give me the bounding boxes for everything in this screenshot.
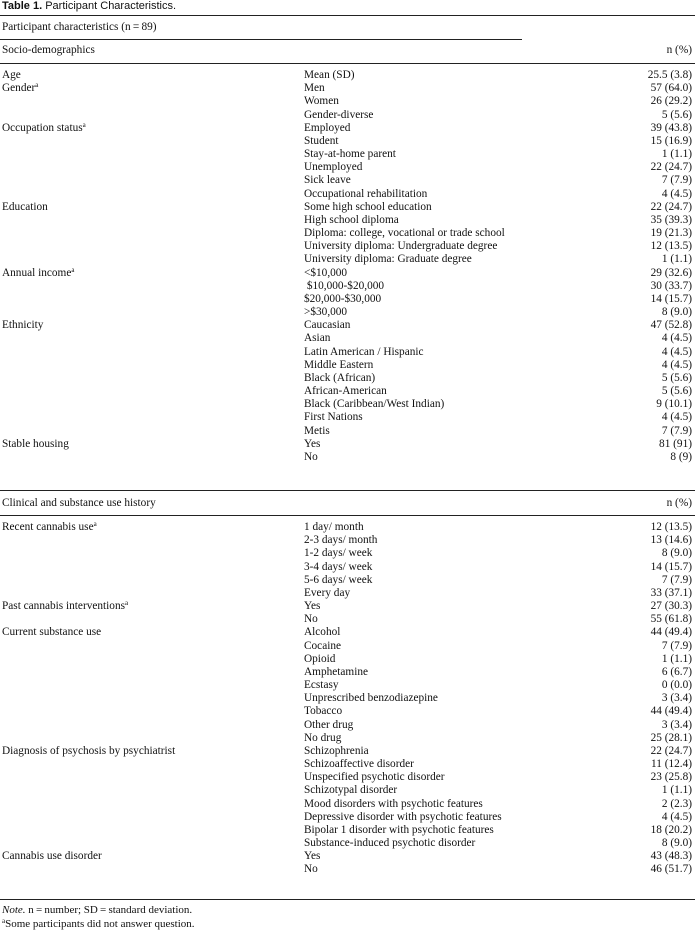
row-category: 5-6 days/ week (304, 573, 373, 586)
row-value: 15 (16.9) (650, 134, 692, 147)
row-value: 47 (52.8) (650, 319, 692, 332)
table-row (0, 534, 693, 547)
row-value: 7 (7.9) (661, 424, 692, 437)
table-caption (2, 0, 176, 12)
table-row (0, 666, 693, 679)
table-row (0, 411, 693, 424)
table-row (0, 161, 693, 174)
row-value: 46 (51.7) (650, 863, 692, 876)
table-row (0, 267, 693, 280)
row-value: 22 (24.7) (650, 200, 692, 213)
table-row (0, 398, 693, 411)
row-value: 33 (37.1) (650, 586, 692, 599)
row-category: Some high school education (304, 200, 432, 213)
row-value: 3 (3.4) (661, 692, 692, 705)
row-category: <$10,000 (304, 266, 348, 279)
table-row (0, 451, 693, 464)
row-category: Black (Caribbean/West Indian) (304, 398, 445, 411)
row-value: 4 (4.5) (661, 332, 692, 345)
top-rule (0, 15, 695, 16)
table-row (0, 613, 693, 626)
column-header: n (%) (666, 44, 692, 56)
row-category: Schizoaffective disorder (304, 758, 414, 771)
table-row (0, 253, 693, 266)
table-row (0, 438, 693, 451)
section-header-row (0, 44, 693, 57)
row-category: Employed (304, 121, 351, 134)
table-row (0, 719, 693, 732)
footnote-marker: a (125, 599, 129, 607)
table-row (0, 600, 693, 613)
table-row (0, 95, 693, 108)
table-footnote (2, 918, 195, 930)
bottom-rule (0, 899, 695, 900)
row-category: No drug (304, 731, 342, 744)
row-category: African-American (304, 385, 387, 398)
participant-header: Participant characteristics (n = 89) (2, 21, 157, 33)
row-category: Amphetamine (304, 665, 368, 678)
row-value: 57 (64.0) (650, 82, 692, 95)
row-value: 35 (39.3) (650, 213, 692, 226)
table-row (0, 758, 693, 771)
table-row (0, 824, 693, 837)
row-category: Metis (304, 424, 330, 437)
row-category: No (304, 450, 318, 463)
footnote-marker: a (2, 917, 6, 925)
table-row (0, 306, 693, 319)
row-value: 39 (43.8) (650, 121, 692, 134)
row-category: Every day (304, 586, 351, 599)
row-category: Women (304, 95, 339, 108)
row-value: 4 (4.5) (661, 358, 692, 371)
row-category: Sick leave (304, 174, 351, 187)
row-category: $20,000-$30,000 (304, 292, 382, 305)
row-category: 1-2 days/ week (304, 547, 373, 560)
footnote-marker: a (35, 81, 39, 90)
row-category: Ecstasy (304, 679, 339, 691)
row-value: 4 (4.5) (661, 345, 692, 358)
table-row (0, 574, 693, 587)
table-row (0, 732, 693, 745)
row-value: 14 (15.7) (650, 292, 692, 305)
row-value: 1 (1.1) (661, 253, 692, 266)
table-row (0, 227, 693, 240)
table-row (0, 135, 693, 148)
row-category: Asian (304, 332, 331, 345)
table-row (0, 174, 693, 187)
table-row (0, 188, 693, 201)
table-row (0, 346, 693, 359)
row-group-label: Ethnicity (2, 319, 44, 332)
table-row (0, 293, 693, 306)
column-header: n (%) (666, 497, 692, 509)
row-value: 5 (5.6) (661, 385, 692, 398)
table-row (0, 109, 693, 122)
row-category: Student (304, 134, 339, 147)
table-row (0, 587, 693, 600)
table-row (0, 811, 693, 824)
row-category: University diploma: Undergraduate degree (304, 240, 498, 253)
row-value: 8 (9.0) (661, 306, 692, 319)
row-value: 25 (28.1) (650, 731, 692, 744)
row-group-label: Cannabis use disorder (2, 850, 102, 863)
row-category: Bipolar 1 disorder with psychotic features (304, 823, 494, 836)
row-group-label: Age (2, 69, 21, 81)
table-row (0, 148, 693, 161)
row-value: 23 (25.8) (650, 771, 692, 784)
row-category: No (304, 863, 318, 876)
table-row (0, 69, 693, 82)
row-category: Stay-at-home parent (304, 148, 396, 160)
row-value: 27 (30.3) (650, 600, 692, 612)
row-category: >$30,000 (304, 306, 348, 319)
row-value: 7 (7.9) (661, 573, 692, 586)
row-value: 8 (9.0) (661, 837, 692, 850)
row-group-label: Recent cannabis use$^a$ (2, 520, 97, 533)
table-row (0, 561, 693, 574)
row-value: 30 (33.7) (650, 279, 692, 292)
row-value: 0 (0.0) (661, 679, 692, 691)
table-row (0, 705, 693, 718)
row-category: Schizotypal disorder (304, 784, 398, 797)
row-value: 13 (14.6) (650, 534, 692, 547)
table-row (0, 201, 693, 214)
row-value: 11 (12.4) (651, 758, 692, 771)
row-value: 55 (61.8) (650, 613, 692, 626)
row-category: Tobacco (304, 705, 343, 718)
table-row (0, 745, 693, 758)
row-value: 29 (32.6) (650, 266, 692, 279)
row-value: 7 (7.9) (661, 639, 692, 652)
footnote-marker: a (93, 520, 97, 528)
row-value: 44 (49.4) (650, 705, 692, 718)
header-partial-rule (0, 39, 522, 40)
row-value: 19 (21.3) (650, 227, 692, 239)
row-category: Yes (304, 437, 321, 450)
row-group-label: Annual income$^a$ (2, 265, 75, 279)
table-row (0, 319, 693, 332)
table-row (0, 521, 693, 534)
row-value: 1 (1.1) (661, 652, 692, 665)
table-title: Participant Characteristics. (45, 0, 177, 12)
footnote-text: Some participants did not answer question. (5, 918, 195, 930)
row-value: 14 (15.7) (650, 560, 692, 573)
table-row (0, 385, 693, 398)
row-category: Gender-diverse (304, 108, 374, 121)
table-row (0, 837, 693, 850)
row-group-label: Stable housing (2, 437, 69, 450)
row-category: Depressive disorder with psychotic features (304, 810, 502, 823)
row-category: Caucasian (304, 319, 351, 332)
row-category: Middle Eastern (304, 358, 374, 371)
row-category: Men (304, 82, 325, 95)
row-value: 18 (20.2) (650, 823, 692, 836)
row-category: Yes (304, 850, 321, 863)
table-row (0, 425, 693, 438)
footnote-marker: a (82, 120, 86, 129)
row-value: 12 (13.5) (650, 240, 692, 253)
row-value: 25.5 (3.8) (647, 69, 692, 81)
row-value: 8 (9.0) (661, 547, 692, 560)
table-row (0, 863, 693, 876)
table-row (0, 771, 693, 784)
row-category: No (304, 613, 318, 626)
table-row (0, 372, 693, 385)
section-title: Socio-demographics (2, 44, 95, 56)
row-value: 3 (3.4) (661, 718, 692, 731)
row-value: 7 (7.9) (661, 174, 692, 187)
row-value: 4 (4.5) (661, 411, 692, 424)
note-text: n = number; SD = standard deviation. (25, 904, 193, 916)
row-value: 22 (24.7) (650, 161, 692, 174)
row-value: 43 (48.3) (650, 850, 692, 863)
row-value: 9 (10.1) (656, 398, 692, 411)
table-row (0, 82, 693, 95)
row-value: 8 (9) (670, 450, 692, 463)
row-value: 81 (91) (659, 437, 692, 450)
row-category: 2-3 days/ month (304, 534, 378, 547)
row-value: 44 (49.4) (650, 626, 692, 639)
table-row (0, 240, 693, 253)
row-category: Black (African) (304, 371, 376, 384)
row-category: Latin American / Hispanic (304, 345, 424, 358)
row-category: $10,000-$20,000 (304, 279, 385, 292)
row-category: High school diploma (304, 213, 399, 226)
row-category: Alcohol (304, 626, 341, 639)
row-value: 5 (5.6) (661, 371, 692, 384)
table-row (0, 547, 693, 560)
row-value: 12 (13.5) (650, 521, 692, 533)
table-row (0, 784, 693, 797)
row-value: 5 (5.6) (661, 108, 692, 121)
row-category: Schizophrenia (304, 744, 369, 757)
table-row (0, 692, 693, 705)
row-group-label: Education (2, 200, 48, 213)
note-label: Note. (2, 904, 26, 916)
row-value: 4 (4.5) (661, 810, 692, 823)
row-value: 6 (6.7) (661, 665, 692, 678)
table-row (0, 280, 693, 293)
table-row (0, 122, 693, 135)
row-category: Unspecified psychotic disorder (304, 771, 445, 784)
table-row (0, 653, 693, 666)
section-header-row (0, 497, 693, 510)
section-rule (0, 490, 695, 491)
row-category: Occupational rehabilitation (304, 187, 428, 200)
row-category: University diploma: Graduate degree (304, 253, 472, 266)
row-category: Cocaine (304, 639, 342, 652)
row-category: First Nations (304, 411, 363, 424)
row-value: 2 (2.3) (661, 797, 692, 810)
row-category: Unprescribed benzodiazepine (304, 692, 438, 705)
row-value: 22 (24.7) (650, 744, 692, 757)
row-category: Other drug (304, 718, 354, 731)
section-rule (0, 515, 695, 516)
row-category: Substance-induced psychotic disorder (304, 837, 476, 850)
row-group-label: Past cannabis interventions$^a$ (2, 599, 129, 612)
row-group-label: Occupation status$^a$ (2, 120, 86, 134)
row-value: 1 (1.1) (661, 148, 692, 160)
row-category: Yes (304, 600, 321, 612)
row-group-label: Diagnosis of psychosis by psychiatrist (2, 744, 176, 757)
row-category: Opioid (304, 652, 336, 665)
row-category: 1 day/ month (304, 521, 364, 533)
footnote-marker: a (71, 265, 75, 274)
section-title-rule (0, 63, 695, 64)
row-value: 4 (4.5) (661, 187, 692, 200)
row-category: Mood disorders with psychotic features (304, 797, 483, 810)
section-title: Clinical and substance use history (2, 497, 156, 509)
table-row (0, 850, 693, 863)
row-group-label: Gender$^a$ (2, 81, 39, 95)
row-value: 26 (29.2) (650, 95, 692, 108)
table-row (0, 214, 693, 227)
row-category: 3-4 days/ week (304, 560, 373, 573)
row-category: Diploma: college, vocational or trade school (304, 227, 505, 239)
table-row (0, 640, 693, 653)
table-note (2, 904, 192, 916)
table-row (0, 798, 693, 811)
row-group-label: Current substance use (2, 626, 102, 639)
table-row (0, 679, 693, 692)
table-row (0, 332, 693, 345)
row-category: Mean (SD) (304, 69, 355, 81)
row-category: Unemployed (304, 161, 363, 174)
table-row (0, 359, 693, 372)
table-label: Table 1. (2, 0, 43, 12)
table-row (0, 626, 693, 639)
row-value: 1 (1.1) (661, 784, 692, 797)
